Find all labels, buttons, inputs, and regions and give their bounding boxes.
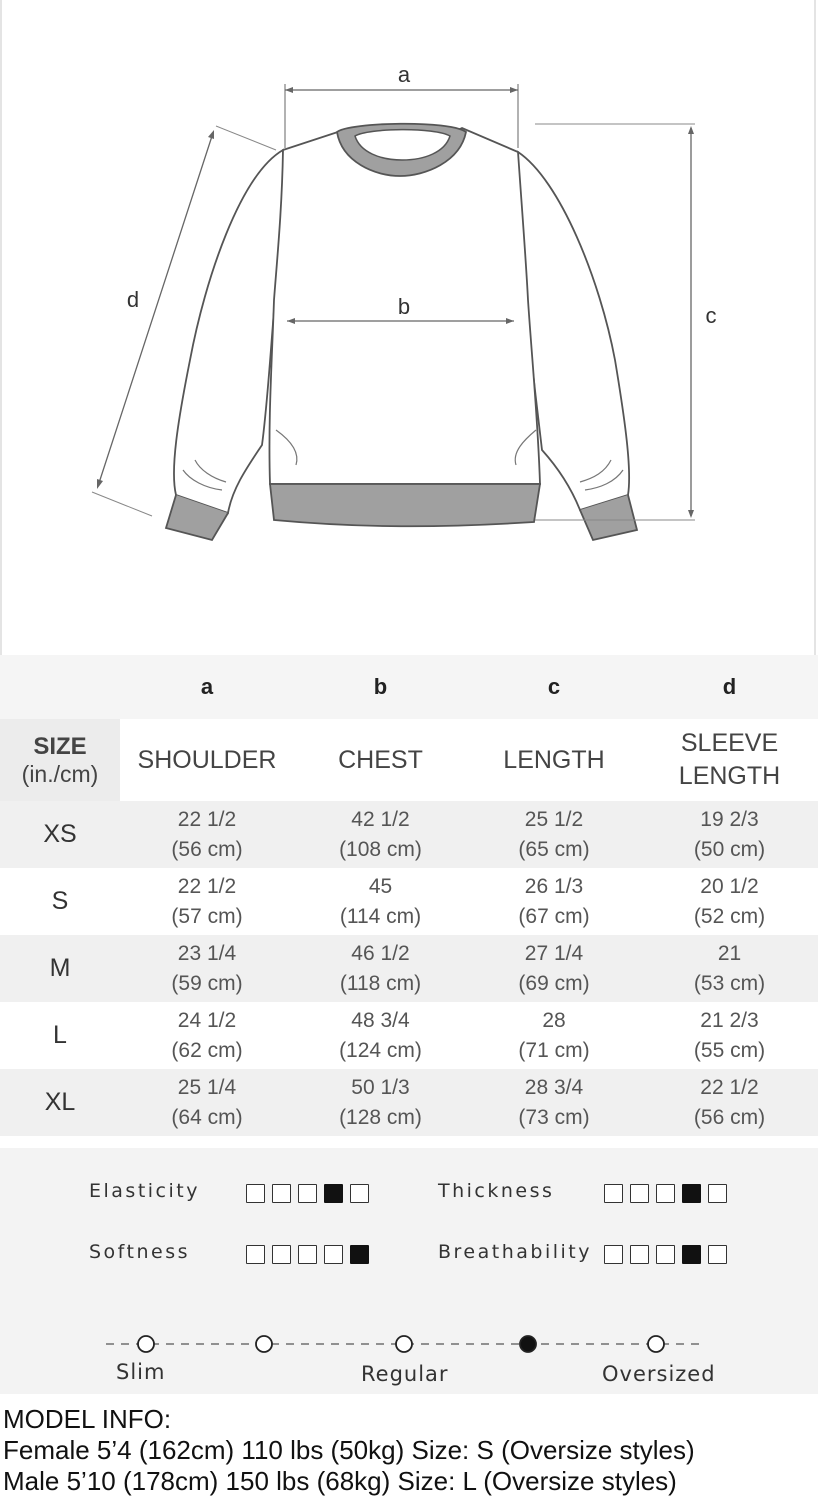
header-chest: CHEST [338,745,423,774]
measurement-inch: 22 1/2 [177,807,237,831]
size-table-body [0,801,818,1136]
measurement-cm: (108 cm) [339,837,422,861]
measurement-cell [120,935,294,1002]
measurement-cm: (65 cm) [518,837,590,861]
size-header-title: SIZE [33,732,87,760]
attr-label-thickness: Thickness [438,1180,555,1202]
measurement-inch: 20 1/2 [700,874,759,898]
fit-point [256,1336,272,1352]
measurement-inch: 28 3/4 [524,1075,584,1099]
column-header-row [0,719,818,801]
measurement-cell [641,935,818,1002]
fit-scale [0,1148,818,1394]
measurement-cell [467,935,641,1002]
measurement-cell [120,868,294,935]
model-info-female: Female 5’4 (162cm) 110 lbs (50kg) Size: S (Oversize styles) [3,1435,695,1465]
size-header-unit: (in./cm) [21,760,99,787]
sweatshirt-illustration [0,0,818,655]
table-row [0,1069,818,1136]
measurement-inch: 25 1/2 [524,807,584,831]
measurement-cell [641,801,818,868]
measurement-cm: (73 cm) [518,1105,590,1129]
letter-cell-d: d [722,674,737,699]
measurement-cm: (59 cm) [171,971,243,995]
measurement-cm: (128 cm) [339,1105,422,1129]
label-b: b [397,294,411,319]
measurement-cm: (56 cm) [171,837,243,861]
measurement-inch: 48 3/4 [351,1008,410,1032]
attr-label-breathability: Breathability [438,1241,592,1263]
fit-point [396,1336,412,1352]
measurement-inch: 50 1/3 [351,1075,410,1099]
measurement-cell [467,801,641,868]
measurement-cm: (118 cm) [339,971,422,995]
measurement-inch: 25 1/4 [177,1075,237,1099]
label-a: a [397,62,411,87]
measurement-cm: (114 cm) [339,904,422,928]
measurement-cell [641,1069,818,1136]
measurement-inch: 27 1/4 [524,941,584,965]
fit-label-oversized: Oversized [602,1362,716,1386]
measurement-inch: 21 [717,941,742,965]
measurement-cell [467,1002,641,1069]
measurement-cell [294,935,467,1002]
measurement-cell [467,1069,641,1136]
measurement-cm: (50 cm) [693,837,766,861]
measurement-cell [641,868,818,935]
letter-cell-empty [0,655,120,719]
label-c: c [705,303,717,328]
measurement-cm: (53 cm) [693,971,766,995]
measurement-inch: 45 [368,874,393,898]
measurement-cell [120,1069,294,1136]
measurement-inch: 19 2/3 [700,807,759,831]
measurement-cell [294,1069,467,1136]
sweatshirt-diagram [0,0,818,655]
column-letter-row [0,655,818,719]
model-info-heading: MODEL INFO: [3,1404,172,1434]
fit-label-regular: Regular [361,1362,449,1386]
fit-point-selected [520,1336,536,1352]
measurement-cm: (67 cm) [518,904,590,928]
model-info-male: Male 5’10 (178cm) 150 lbs (68kg) Size: L (Oversize styles) [3,1466,677,1496]
measurement-cm: (71 cm) [518,1038,590,1062]
measurement-cm: (62 cm) [171,1038,243,1062]
table-row [0,868,818,935]
fit-label-slim: Slim [116,1360,166,1384]
measurement-inch: 26 1/3 [524,874,584,898]
letter-cell-a: a [200,674,214,699]
measurement-inch: 22 1/2 [700,1075,759,1099]
measurement-cm: (57 cm) [171,904,243,928]
measurement-cm: (52 cm) [693,904,766,928]
fabric-attributes-panel [0,1148,818,1394]
fit-point [648,1336,664,1352]
measurement-cm: (56 cm) [693,1105,766,1129]
measurement-cell [294,868,467,935]
measurement-inch: 28 [542,1008,566,1032]
measurement-inch: 23 1/4 [177,941,237,965]
attr-label-softness: Softness [89,1241,191,1263]
measurement-cm: (55 cm) [693,1038,766,1062]
size-label: XS [43,820,77,848]
header-shoulder: SHOULDER [137,745,277,774]
measurement-cell [294,1002,467,1069]
header-sleeve-length: SLEEVE LENGTH [678,729,781,790]
measurement-cell [120,801,294,868]
measurement-inch: 42 1/2 [351,807,410,831]
measurement-cell [294,801,467,868]
size-label: S [51,887,69,915]
letter-cell-c: c [547,674,561,699]
attr-label-elasticity: Elasticity [89,1180,200,1202]
table-row [0,801,818,868]
table-row [0,935,818,1002]
measurement-inch: 24 1/2 [177,1008,237,1032]
letter-cell-b: b [373,674,388,699]
measurement-inch: 46 1/2 [351,941,410,965]
fit-point [138,1336,154,1352]
size-chart-table [0,655,818,1136]
measurement-inch: 22 1/2 [177,874,237,898]
measurement-cm: (124 cm) [339,1038,422,1062]
size-label: M [49,954,71,982]
size-label: L [53,1021,67,1049]
table-row [0,1002,818,1069]
measurement-cell [120,1002,294,1069]
label-d: d [126,287,140,312]
measurement-cell [641,1002,818,1069]
measurement-inch: 21 2/3 [700,1008,759,1032]
size-label: XL [44,1088,76,1116]
hem-rib [270,484,540,526]
measurement-cell [467,868,641,935]
measurement-cm: (64 cm) [171,1105,243,1129]
size-header-cell [0,719,120,801]
model-info [3,1404,695,1497]
header-length: LENGTH [503,745,605,774]
measurement-cm: (69 cm) [518,971,590,995]
